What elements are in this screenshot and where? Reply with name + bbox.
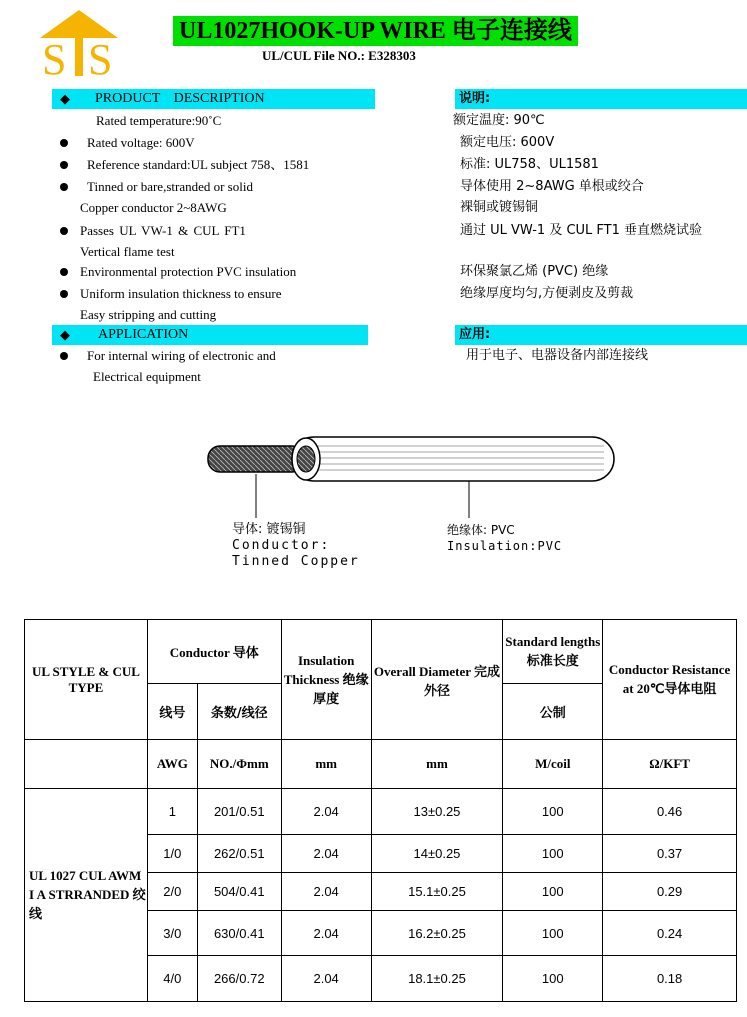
desc-line-cn: 环保聚氯乙烯 (PVC) 绝缘 — [460, 264, 609, 279]
resistance-cell: 0.24 — [603, 911, 737, 956]
diameter-cell: 15.1±0.25 — [371, 873, 503, 911]
diameter-header: Overall Diameter 完成外径 — [371, 620, 503, 740]
awg-cell: 4/0 — [147, 956, 197, 1002]
style-header: UL STYLE & CUL TYPE — [25, 620, 148, 740]
resistance-cell: 0.18 — [603, 956, 737, 1002]
awg-cell: 1 — [147, 789, 197, 835]
spec-table — [24, 619, 737, 1002]
unit-awg: AWG — [147, 740, 197, 789]
length-cell: 100 — [503, 911, 603, 956]
length-cell: 100 — [503, 873, 603, 911]
desc-line-cn: 导体使用 2~8AWG 单根或绞合 — [460, 179, 644, 194]
desc-item: Reference standard:UL subject 758、1581 — [87, 157, 310, 172]
desc-line-cn: 标准: UL758、UL1581 — [460, 157, 599, 172]
application-heading-cn: 应用: — [459, 327, 491, 342]
resistance-header: Conductor Resistance at 20℃导体电阻 — [603, 620, 737, 740]
thickness-cell: 2.04 — [281, 789, 371, 835]
style-label: UL 1027 CUL AWM I A STRRANDED 绞线 — [25, 789, 148, 1002]
insulation-header: Insulation Thickness 绝缘厚度 — [281, 620, 371, 740]
desc-item-continued: Copper conductor 2~8AWG — [80, 200, 227, 215]
desc-line-cn: 绝缘厚度均匀,方便剥皮及剪裁 — [460, 286, 634, 301]
strand-cell: 201/0.51 — [197, 789, 281, 835]
bullet-icon — [60, 290, 68, 298]
length-header: Standard lengths 标准长度 — [503, 620, 603, 684]
bullet-icon — [60, 268, 68, 276]
application-heading: APPLICATION — [98, 327, 189, 342]
desc-item: Environmental protection PVC insulation — [80, 264, 297, 279]
thickness-cell: 2.04 — [281, 835, 371, 873]
insulation-label-cn: 绝缘体: PVC — [447, 523, 515, 537]
page-title: UL1027HOOK-UP WIRE 电子连接线 — [173, 16, 578, 46]
diameter-cell: 14±0.25 — [371, 835, 503, 873]
length-cell: 100 — [503, 956, 603, 1002]
diameter-cell: 16.2±0.25 — [371, 911, 503, 956]
desc-line-cn: 额定电压: 600V — [460, 135, 555, 150]
application-line-cn: 用于电子、电器设备内部连接线 — [466, 348, 649, 363]
rated-temperature: Rated temperature:90˚C — [96, 113, 222, 128]
awg-cell: 2/0 — [147, 873, 197, 911]
strand-cell: 504/0.41 — [197, 873, 281, 911]
length-cell: 100 — [503, 835, 603, 873]
bullet-icon — [60, 161, 68, 169]
sts-logo — [36, 8, 122, 78]
description-heading-cn: 说明: — [459, 91, 491, 106]
diameter-cell: 18.1±0.25 — [371, 956, 503, 1002]
application-item: For internal wiring of electronic and — [87, 348, 276, 363]
sub-header-no: 线号 — [147, 684, 197, 740]
desc-line-cn: 额定温度: 90℃ — [453, 113, 545, 128]
description-heading: PRODUCT DESCRIPTION — [95, 91, 265, 106]
unit-diameter: mm — [371, 740, 503, 789]
conductor-label — [232, 522, 360, 570]
unit-resistance: Ω/KFT — [603, 740, 737, 789]
svg-text:S: S — [88, 35, 113, 78]
thickness-cell: 2.04 — [281, 873, 371, 911]
bullet-icon — [60, 183, 68, 191]
svg-text:S: S — [42, 35, 67, 78]
insulation-label-en: Insulation:PVC — [447, 539, 563, 553]
file-number: UL/CUL File NO.: E328303 — [262, 48, 416, 63]
diamond-icon: ◆ — [60, 327, 70, 342]
unit-strand: NO./Φmm — [197, 740, 281, 789]
diamond-icon: ◆ — [60, 91, 70, 106]
awg-cell: 1/0 — [147, 835, 197, 873]
desc-line-cn: 通过 UL VW-1 及 CUL FT1 垂直燃烧试验 — [460, 223, 703, 238]
insulation-label — [447, 522, 562, 554]
conductor-label-en: Conductor: — [232, 538, 331, 553]
desc-item-continued: Vertical flame test — [80, 244, 175, 259]
desc-item: Passes UL VW-1 & CUL FT1 — [80, 223, 246, 238]
desc-item-continued: Easy stripping and cutting — [80, 307, 217, 322]
resistance-cell: 0.37 — [603, 835, 737, 873]
conductor-header: Conductor 导体 — [147, 620, 281, 684]
application-item-continued: Electrical equipment — [93, 369, 201, 384]
desc-item: Uniform insulation thickness to ensure — [80, 286, 282, 301]
bullet-icon — [60, 227, 68, 235]
unit-thickness: mm — [281, 740, 371, 789]
length-cell: 100 — [503, 789, 603, 835]
thickness-cell: 2.04 — [281, 911, 371, 956]
desc-item: Tinned or bare,stranded or solid — [87, 179, 253, 194]
table-row — [25, 789, 737, 835]
sub-header-strand: 条数/线径 — [197, 684, 281, 740]
description-bar-cn — [455, 89, 747, 109]
resistance-cell: 0.29 — [603, 873, 737, 911]
strand-cell: 262/0.51 — [197, 835, 281, 873]
strand-cell: 266/0.72 — [197, 956, 281, 1002]
conductor-label-cn: 导体: 镀锡铜 — [232, 522, 306, 537]
desc-item: Rated voltage: 600V — [87, 135, 195, 150]
desc-line-cn: 裸铜或镀锡铜 — [460, 200, 539, 215]
diameter-cell: 13±0.25 — [371, 789, 503, 835]
awg-cell: 3/0 — [147, 911, 197, 956]
sub-header-metric: 公制 — [503, 684, 603, 740]
conductor-label-en: Tinned Copper — [232, 554, 360, 569]
bullet-icon — [60, 352, 68, 360]
resistance-cell: 0.46 — [603, 789, 737, 835]
application-bar-cn — [455, 325, 747, 345]
unit-length: M/coil — [503, 740, 603, 789]
strand-cell: 630/0.41 — [197, 911, 281, 956]
thickness-cell: 2.04 — [281, 956, 371, 1002]
wire-illustration — [200, 430, 620, 520]
units-cell — [25, 740, 148, 789]
bullet-icon — [60, 139, 68, 147]
